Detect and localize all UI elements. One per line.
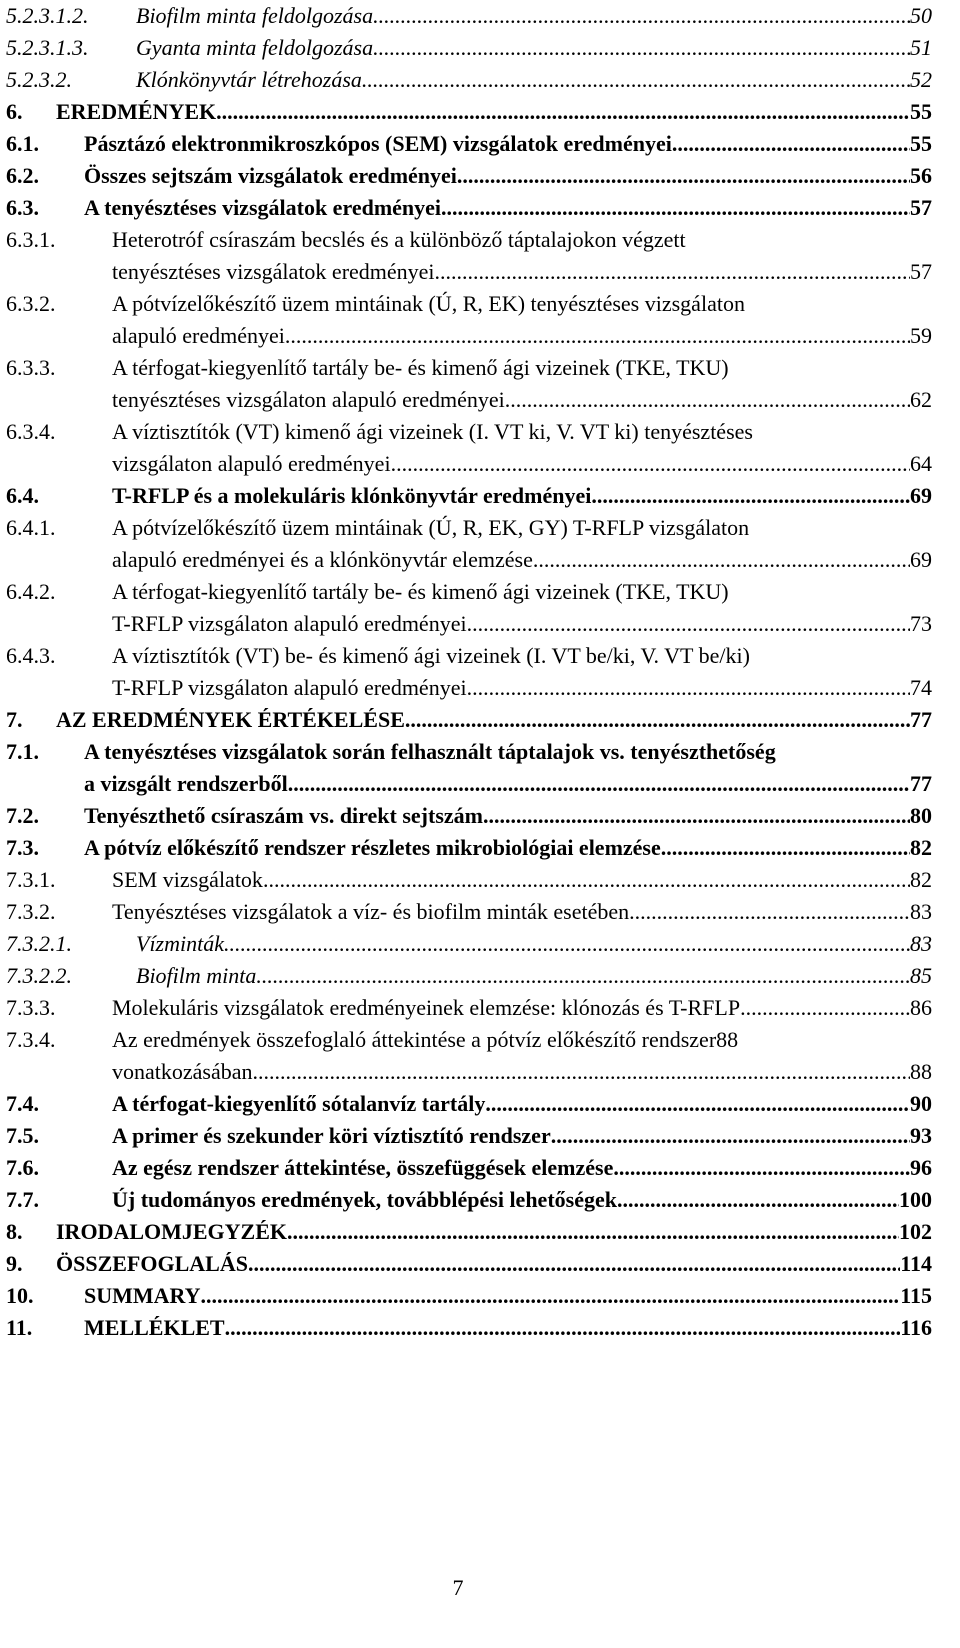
toc-entry-title: IRODALOMJEGYZÉK: [56, 1219, 288, 1244]
toc-entry-number: 7.2.: [6, 803, 39, 828]
dot-leader: [672, 128, 910, 160]
toc-entry-title: Biofilm minta feldolgozása: [136, 3, 374, 28]
dot-leader: [457, 160, 910, 192]
toc-entry[interactable]: [0, 192, 932, 224]
toc-entry[interactable]: [0, 832, 932, 864]
toc-entry-page: 74: [910, 675, 932, 700]
dot-leader: [661, 832, 910, 864]
toc-entry[interactable]: [0, 352, 932, 416]
toc-entry-page: 69: [910, 547, 932, 572]
dot-leader: [362, 64, 910, 96]
toc-entry-title: EREDMÉNYEK: [56, 99, 217, 124]
toc-entry-page: 116: [900, 1315, 932, 1340]
dot-leader: [467, 672, 910, 704]
toc-entry[interactable]: [0, 32, 932, 64]
dot-leader: [225, 1312, 901, 1344]
dot-leader: [613, 1152, 910, 1184]
toc-entry[interactable]: [0, 224, 932, 288]
toc-entry-number: 6.: [6, 99, 23, 124]
dot-leader: [740, 992, 910, 1024]
toc-entry-title: Biofilm minta: [136, 963, 257, 988]
toc-entry-title: vonatkozásában: [112, 1059, 253, 1084]
toc-entry-number: 7.3.2.1.: [6, 931, 72, 956]
toc-entry-number: 6.4.1.: [6, 515, 56, 540]
toc-entry-page: 90: [910, 1091, 932, 1116]
toc-entry[interactable]: [0, 704, 932, 736]
toc-entry-title: alapuló eredményei: [112, 323, 285, 348]
toc-entry-page: 93: [910, 1123, 932, 1148]
dot-leader: [435, 256, 910, 288]
toc-entry-title: A tenyésztéses vizsgálatok eredményei: [84, 195, 442, 220]
toc-entry[interactable]: [0, 928, 932, 960]
toc-entry-number: 7.3.4.: [6, 1027, 56, 1052]
toc-entry-page: 52: [910, 67, 932, 92]
toc-entry-page: 55: [910, 99, 932, 124]
dot-leader: [248, 1248, 900, 1280]
toc-entry-title: Klónkönyvtár létrehozása: [136, 67, 362, 92]
dot-leader: [483, 800, 910, 832]
toc-entry-number: 7.3.3.: [6, 995, 56, 1020]
toc-entry-page: 69: [910, 483, 932, 508]
toc-entry[interactable]: [0, 1280, 932, 1312]
toc-entry-title: A pótvízelőkészítő üzem mintáinak (Ú, R, EK, GY) T-RFLP vizsgálaton: [112, 515, 750, 540]
toc-entry-title: a vizsgált rendszerből: [84, 771, 288, 796]
toc-entry[interactable]: [0, 64, 932, 96]
dot-leader: [373, 0, 910, 32]
dot-leader: [287, 1216, 899, 1248]
toc-entry-number: 7.3.: [6, 835, 39, 860]
toc-entry-title: AZ EREDMÉNYEK ÉRTÉKELÉSE: [56, 707, 405, 732]
toc-entry-number: 6.3.2.: [6, 291, 56, 316]
dot-leader: [551, 1120, 910, 1152]
toc-entry-page: 77: [910, 771, 932, 796]
toc-entry-page: 55: [910, 131, 932, 156]
toc-entry-number: 6.1.: [6, 131, 39, 156]
dot-leader: [224, 928, 910, 960]
toc-entry-title: A térfogat-kiegyenlítő tartály be- és kimenő ági vizeinek (TKE, TKU): [112, 355, 729, 380]
toc-entry[interactable]: [0, 128, 932, 160]
toc-entry-title: alapuló eredményei és a klónkönyvtár elemzése: [112, 547, 533, 572]
toc-entry[interactable]: [0, 640, 932, 704]
toc-entry-title: T-RFLP vizsgálaton alapuló eredményei: [112, 675, 467, 700]
toc-entry-page: 83: [910, 931, 932, 956]
dot-leader: [253, 1056, 911, 1088]
toc-entry-page: 82: [910, 867, 932, 892]
dot-leader: [441, 192, 910, 224]
toc-entry-number: 11.: [6, 1315, 33, 1340]
toc-entry-title: SEM vizsgálatok: [112, 867, 263, 892]
dot-leader: [201, 1280, 901, 1312]
toc-entry-page: 82: [910, 835, 932, 860]
toc-entry[interactable]: [0, 96, 932, 128]
toc-entry-page: 88: [910, 1059, 932, 1084]
toc-entry-number: 7.3.2.2.: [6, 963, 72, 988]
toc-entry-number: 6.4.2.: [6, 579, 56, 604]
toc-entry[interactable]: [0, 288, 932, 352]
toc-entry-number: 8.: [6, 1219, 23, 1244]
toc-entry-title: Összes sejtszám vizsgálatok eredményei: [84, 163, 457, 188]
toc-entry-page: 86: [910, 995, 932, 1020]
toc-entry-number: 5.2.3.1.2.: [6, 3, 89, 28]
toc-entry-title: tenyésztéses vizsgálaton alapuló eredményei: [112, 387, 505, 412]
toc-entry[interactable]: [0, 960, 932, 992]
toc-entry-title: SUMMARY: [84, 1283, 201, 1308]
toc-entry-page: 96: [910, 1155, 932, 1180]
toc-entry-page: 77: [910, 707, 932, 732]
toc-entry-title: Az egész rendszer áttekintése, összefüggések elemzése: [112, 1155, 614, 1180]
dot-leader: [467, 608, 910, 640]
toc-entry-page: 115: [900, 1283, 932, 1308]
toc-entry-number: 7.1.: [6, 739, 39, 764]
toc-entry[interactable]: [0, 0, 932, 32]
toc-entry-page: 85: [910, 963, 932, 988]
dot-leader: [533, 544, 910, 576]
toc-entry-title: A primer és szekunder köri víztisztító rendszer: [112, 1123, 551, 1148]
toc-entry[interactable]: [0, 1024, 932, 1088]
dot-leader: [485, 1088, 910, 1120]
toc-entry[interactable]: [0, 736, 932, 800]
toc-entry-title: Az eredmények összefoglaló áttekintése a pótvíz előkészítő rendszer88: [112, 1027, 739, 1052]
toc-entry[interactable]: [0, 1184, 932, 1216]
dot-leader: [391, 448, 910, 480]
toc-entry[interactable]: [0, 416, 932, 480]
toc-entry-number: 9.: [6, 1251, 23, 1276]
toc-entry-page: 59: [910, 323, 932, 348]
toc-entry-page: 50: [910, 3, 932, 28]
toc-entry-number: 7.5.: [6, 1123, 39, 1148]
toc-entry[interactable]: [0, 1120, 932, 1152]
toc-entry-title: A tenyésztéses vizsgálatok során felhasznált táptalajok vs. tenyészthetőség: [84, 739, 776, 764]
toc-entry[interactable]: [0, 160, 932, 192]
toc-entry-title: vizsgálaton alapuló eredményei: [112, 451, 391, 476]
dot-leader: [591, 480, 910, 512]
dot-leader: [629, 896, 910, 928]
toc-entry-title: Pásztázó elektronmikroszkópos (SEM) vizsgálatok eredményei: [84, 131, 672, 156]
toc-entry-title: A térfogat-kiegyenlítő tartály be- és kimenő ági vizeinek (TKE, TKU): [112, 579, 729, 604]
toc-entry-number: 6.3.4.: [6, 419, 56, 444]
toc-entry-page: 57: [910, 259, 932, 284]
dot-leader: [285, 320, 910, 352]
toc-entry[interactable]: [0, 1152, 932, 1184]
toc-entry-page: 80: [910, 803, 932, 828]
toc-entry-page: 100: [899, 1187, 932, 1212]
toc-entry[interactable]: [0, 1248, 932, 1280]
dot-leader: [256, 960, 910, 992]
toc-entry[interactable]: [0, 896, 932, 928]
toc-entry-number: 7.4.: [6, 1091, 39, 1116]
toc-entry-title: T-RFLP vizsgálaton alapuló eredményei: [112, 611, 467, 636]
toc-entry[interactable]: [0, 576, 932, 640]
toc-entry-number: 7.3.1.: [6, 867, 56, 892]
toc-entry-number: 7.7.: [6, 1187, 39, 1212]
toc-entry-number: 10.: [6, 1283, 34, 1308]
toc-entry-title: tenyésztéses vizsgálatok eredményei: [112, 259, 435, 284]
toc-entry-title: Tenyésztéses vizsgálatok a víz- és biofilm minták esetében: [112, 899, 630, 924]
toc-entry-page: 64: [910, 451, 932, 476]
toc-entry-page: 114: [900, 1251, 932, 1276]
toc-entry-title: Vízminták: [136, 931, 224, 956]
toc-entry[interactable]: [0, 992, 932, 1024]
toc-entry-page: 102: [899, 1219, 932, 1244]
toc-entry[interactable]: [0, 1216, 932, 1248]
toc-entry-page: 57: [910, 195, 932, 220]
toc-entry-title: A víztisztítók (VT) kimenő ági vizeinek (I. VT ki, V. VT ki) tenyésztéses: [112, 419, 753, 444]
toc-entry-page: 62: [910, 387, 932, 412]
toc-entry-number: 7.6.: [6, 1155, 39, 1180]
toc-entry-title: A térfogat-kiegyenlítő sótalanvíz tartály: [112, 1091, 486, 1116]
toc-entry-number: 7.3.2.: [6, 899, 56, 924]
dot-leader: [505, 384, 910, 416]
toc-entry-page: 56: [910, 163, 932, 188]
toc-entry-title: Tenyészthető csíraszám vs. direkt sejtszám: [84, 803, 483, 828]
toc-entry-title: ÖSSZEFOGLALÁS: [56, 1251, 248, 1276]
toc-entry-title: Új tudományos eredmények, továbblépési lehetőségek: [112, 1187, 617, 1212]
toc-entry-title: Gyanta minta feldolgozása: [136, 35, 374, 60]
dot-leader: [288, 768, 910, 800]
toc-entry-title: Heterotróf csíraszám becslés és a különböző táptalajokon végzett: [112, 227, 686, 252]
toc-entry-title: A pótvíz előkészítő rendszer részletes mikrobiológiai elemzése: [84, 835, 661, 860]
toc-entry-title: A víztisztítók (VT) be- és kimenő ági vizeinek (I. VT be/ki, V. VT be/ki): [112, 643, 750, 668]
toc-entry-number: 6.3.1.: [6, 227, 56, 252]
toc-entry-page: 83: [910, 899, 932, 924]
toc-entry-page: 73: [910, 611, 932, 636]
toc-entry-number: 5.2.3.2.: [6, 67, 72, 92]
toc-entry[interactable]: [0, 864, 932, 896]
toc-entry[interactable]: [0, 512, 932, 576]
toc-entry[interactable]: [0, 480, 932, 512]
toc-entry-number: 6.3.: [6, 195, 39, 220]
toc-entry-number: 6.3.3.: [6, 355, 56, 380]
toc-entry-number: 6.4.: [6, 483, 39, 508]
toc-entry-number: 5.2.3.1.3.: [6, 35, 89, 60]
toc-entry-title: A pótvízelőkészítő üzem mintáinak (Ú, R, EK) tenyésztéses vizsgálaton: [112, 291, 745, 316]
dot-leader: [405, 704, 910, 736]
toc-entry-page: 51: [910, 35, 932, 60]
toc-entry-number: 7.: [6, 707, 23, 732]
toc-entry[interactable]: [0, 800, 932, 832]
toc-entry-number: 6.4.3.: [6, 643, 56, 668]
dot-leader: [617, 1184, 899, 1216]
dot-leader: [263, 864, 910, 896]
toc-entry-title: Molekuláris vizsgálatok eredményeinek elemzése: klónozás és T-RFLP: [112, 995, 741, 1020]
dot-leader: [373, 32, 910, 64]
toc-entry[interactable]: [0, 1312, 932, 1344]
toc-entry-number: 6.2.: [6, 163, 39, 188]
toc-entry-title: MELLÉKLET: [84, 1315, 225, 1340]
toc-entry[interactable]: [0, 1088, 932, 1120]
page-number: 7: [452, 1575, 464, 1600]
toc-entry-title: T-RFLP és a molekuláris klónkönyvtár eredményei: [112, 483, 592, 508]
dot-leader: [216, 96, 910, 128]
